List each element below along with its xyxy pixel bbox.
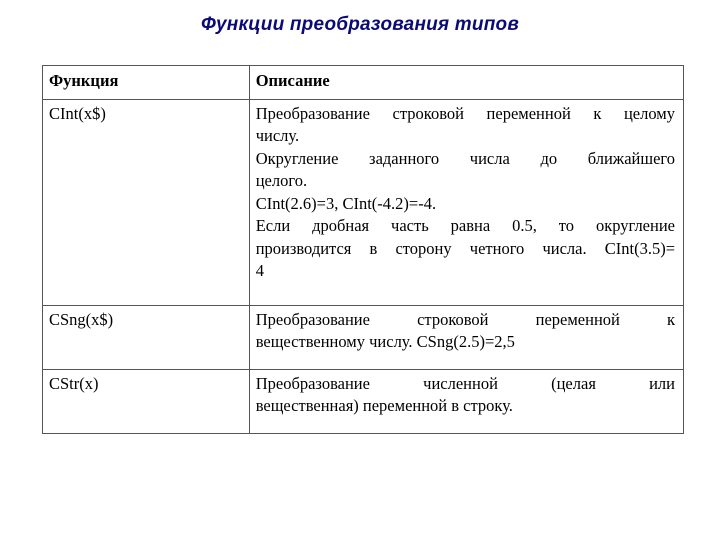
description-line: Округление заданного числа до ближайшего	[255, 148, 675, 168]
description-line: производится в сторону четного числа. CInt(3.5)=	[255, 238, 675, 258]
header-function: Функция	[43, 66, 250, 100]
description-line: вещественная) переменной в строку.	[255, 396, 513, 415]
header-description: Описание	[249, 66, 683, 100]
description-line: Преобразование строковой переменной к	[255, 309, 675, 329]
description-cint	[249, 99, 683, 305]
description-line: вещественному числу. CSng(2.5)=2,5	[255, 332, 515, 351]
description-line: Преобразование численной (целая или	[255, 373, 675, 393]
conversion-functions-table	[42, 65, 684, 434]
description-line: CInt(2.6)=3, CInt(-4.2)=-4.	[255, 193, 437, 213]
function-name-csng: CSng(x$)	[43, 305, 250, 369]
description-line: 4	[255, 261, 264, 280]
description-line: числу.	[255, 126, 300, 145]
description-line: Если дробная часть равна 0.5, то округление	[255, 216, 675, 235]
function-name-cint: CInt(x$)	[43, 99, 250, 305]
table-row	[43, 305, 684, 369]
function-name-cstr: CStr(x)	[43, 369, 250, 433]
description-line: Преобразование строковой переменной к целому	[255, 103, 675, 123]
description-cstr	[249, 369, 683, 433]
table-header-row	[43, 66, 684, 100]
table-row	[43, 369, 684, 433]
description-csng	[249, 305, 683, 369]
table-row	[43, 99, 684, 305]
slide-title: Функции преобразования типов	[200, 14, 519, 35]
description-line: целого.	[255, 171, 308, 190]
